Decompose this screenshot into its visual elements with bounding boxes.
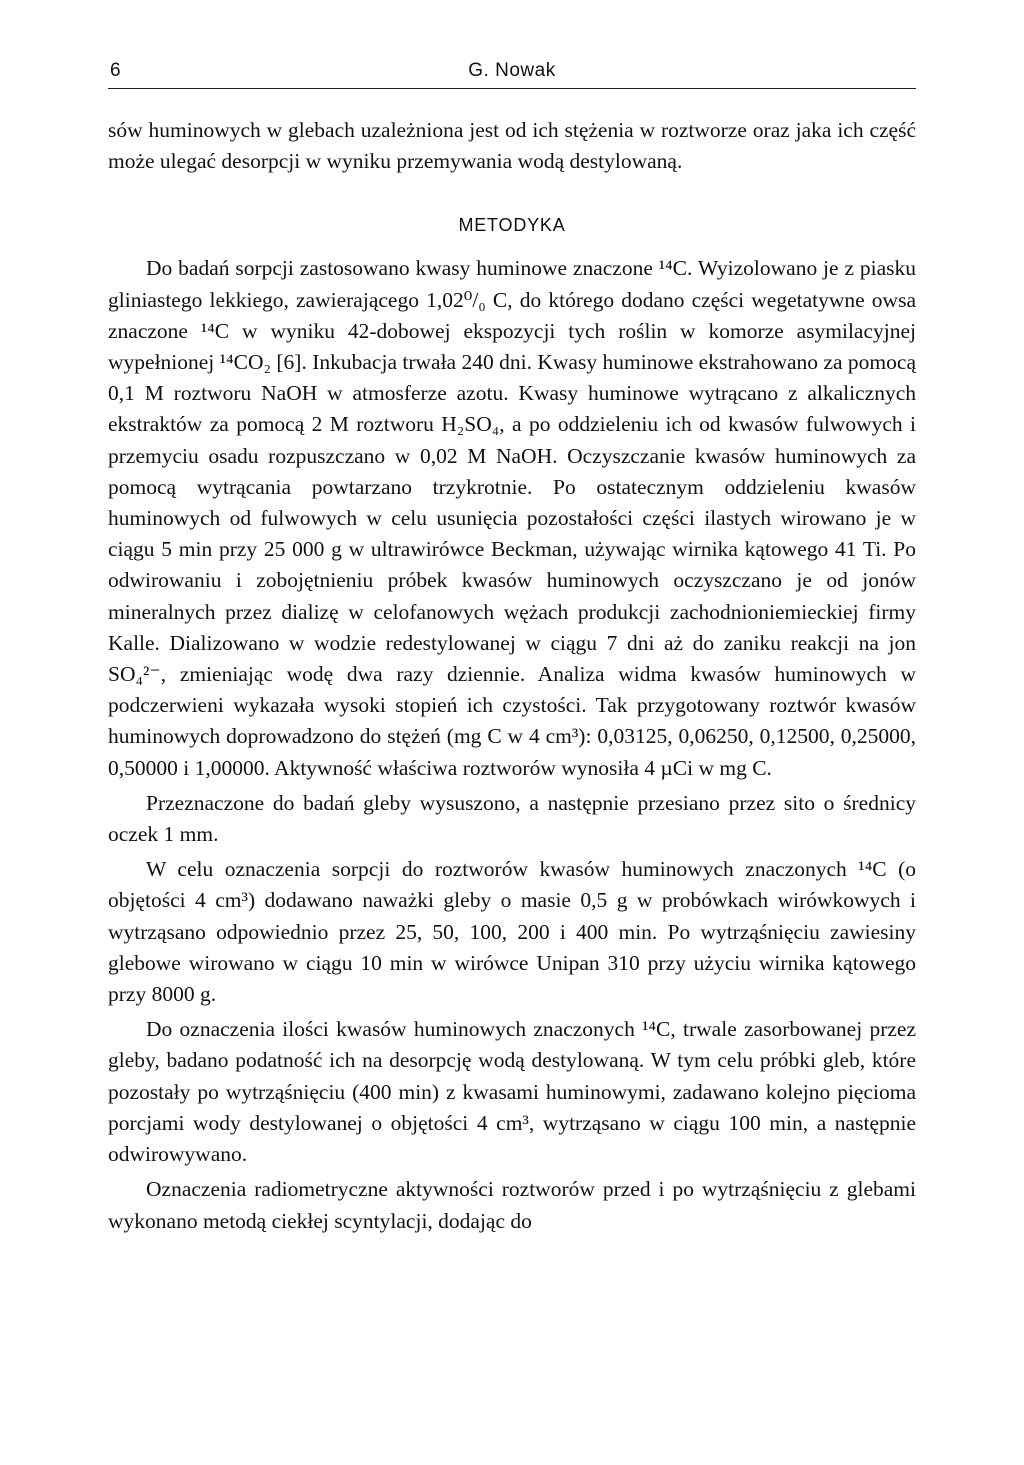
paragraph-radiometry: Oznaczenia radiometryczne aktywności roztworów przed i po wytrząśnięciu z glebami wykonano metodą ciekłej scyntylacji, dodając do	[108, 1177, 916, 1233]
page-number: 6	[110, 60, 122, 81]
section-heading: METODYKA	[458, 215, 566, 236]
paragraph-soil-preparation: Przeznaczone do badań gleby wysuszono, a następnie przesiano przez sito o średnicy oczek 1 mm.	[108, 790, 916, 847]
paragraph-methods: Do badań sorpcji zastosowano kwasy huminowe znaczone ¹⁴C. Wyizolowano je z piasku gliniastego lekkiego, zawierającego 1,02⁰/₀ C, do którego dodano części wegetatywne owsa znaczone ¹⁴C w wyniku 42-dobowej ekspozycji tych roślin w komorze asymilacyjnej wypełnionej ¹⁴CO₂ [6]. Inkubacja trwała 240 dni. Kwasy huminowe ekstrahowano za pomocą 0,1 M roztworu NaOH w atmosferze azotu. Kwasy huminowe wytrącano z alkalicznych ekstraktów za pomocą 2 M roztworu H₂SO₄, a po oddzieleniu ich od kwasów fulwowych i przemyciu osadu rozpuszczano w 0,02 M NaOH. Oczyszczanie kwasów huminowych za pomocą wytrącania powtarzano trzykrotnie. Po ostatecznym oddzieleniu kwasów huminowych od fulwowych w celu usunięcia pozostałości części ilastych wirowano je w ciągu 5 min przy 25 000 g w ultrawirówce Beckman, używając wirnika kątowego 41 Ti. Po odwirowaniu i zobojętnieniu próbek kwasów huminowych oczyszczano je od jonów mineralnych przez dializę w celofanowych wężach produkcji zachodnioniemieckiej firmy Kalle. Dializowano w wodzie redestylowanej w ciągu 7 dni aż do zaniku reakcji na jon SO₄²⁻, zmieniając wodę dwa razy dziennie. Analiza widma kwasów huminowych w podczerwieni wykazała wysoki stopień ich czystości. Tak przygotowany roztwór kwasów huminowych doprowadzono do stężeń (mg C w 4 cm³): 0,03125, 0,06250, 0,12500, 0,25000, 0,50000 i 1,00000. Aktywność właściwa roztworów wynosiła 4 µCi w mg C.	[108, 256, 916, 780]
running-header-author: G. Nowak	[468, 60, 556, 81]
paragraph-continuation: sów huminowych w glebach uzależniona jest od ich stężenia w roztworze oraz jaka ich część może ulegać desorpcji w wyniku przemywania wodą destylowaną.	[108, 118, 916, 174]
paragraph-desorption: Do oznaczenia ilości kwasów huminowych znaczonych ¹⁴C, trwale zasorbowanej przez gleby, badano podatność ich na desorpcję wodą destylowaną. W tym celu próbki gleb, które pozostały po wytrząśnięciu (400 min) z kwasami huminowymi, zadawano kolejno pięcioma porcjami wody destylowanej o objętości 4 cm³, wytrząsano w ciągu 100 min, a następnie odwirowywano.	[108, 1017, 916, 1167]
paragraph-sorption: W celu oznaczenia sorpcji do roztworów kwasów huminowych znaczonych ¹⁴C (o objętości 4 cm³) dodawano naważki gleby o masie 0,5 g w probówkach wirówkowych i wytrząsano odpowiednio przez 25, 50, 100, 200 i 400 min. Po wytrząśnięciu zawiesiny glebowe wirowano w ciągu 10 min w wirówce Unipan 310 przy użyciu wirnika kątowego przy 8000 g.	[108, 857, 916, 1007]
document-page	[108, 58, 916, 1237]
running-header	[108, 58, 916, 89]
body-text	[108, 115, 916, 1237]
